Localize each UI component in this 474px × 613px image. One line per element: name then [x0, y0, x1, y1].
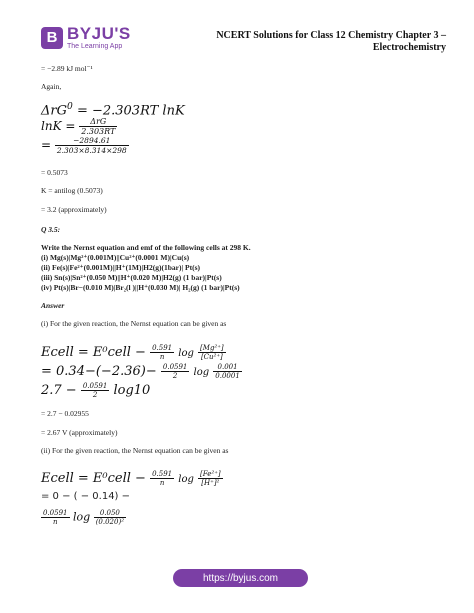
eq-lnk-num: ΔrG — [79, 117, 117, 127]
result-lnk: = 0.5073 — [41, 168, 68, 177]
cell-item: (ii) Fe(s)|Fe²⁺(0.001M)||H⁺(1M)|H2(g)(1bar)| Pt(s) — [41, 263, 200, 272]
cell-item: (i) Mg(s)|Mg²⁺(0.001M)||Cu²⁺(0.0001 M)|Cu(s) — [41, 253, 190, 262]
footer-url-link[interactable]: https://byjus.com — [173, 569, 308, 587]
answer-ii-intro: (ii) For the given reaction, the Nernst equation can be given as — [41, 446, 229, 455]
equation-gibbs: ΔrG$^0$ = −2.303RT lnK — [41, 102, 185, 119]
nernst-ii-frac-num: 0.591 — [152, 470, 173, 478]
nernst-eq-i-line2 — [41, 363, 242, 381]
result-antilog: K = antilog (0.5073) — [41, 186, 103, 195]
brand-name: BYJU'S — [67, 24, 131, 43]
nernst-i-line2-num: 0.0591 — [162, 363, 188, 371]
eq-gibbs-rhs: = −2.303RT lnK — [76, 103, 185, 119]
cell-item: (iv) Pt(s)|Br−(0.010 M)|Br₂(l )||H⁺(0.030 M)| H₂(g) (1 bar)|Pt(s) — [41, 283, 240, 292]
eq-value-num: −2894.61 — [55, 136, 129, 146]
nernst-i-line2-den: 2 — [172, 372, 178, 380]
nernst-eq-i-line3 — [41, 382, 150, 399]
nernst-i-line3-num: 0.0591 — [82, 382, 108, 390]
nernst-i-frac-den: n — [159, 353, 165, 361]
nernst-ii-frac-den: n — [159, 479, 165, 487]
nernst-i-log-num: [Mg²⁺] — [200, 344, 224, 352]
nernst-eq-ii-line3 — [41, 509, 126, 526]
nernst-i-line3-a: 2.7 − — [41, 383, 77, 398]
logo-mark-icon: B — [41, 27, 63, 49]
page-header — [0, 0, 474, 62]
eq-value-den: 2.303×8.314×298 — [56, 146, 127, 155]
nernst-ii-line3-lnum: 0.050 — [94, 509, 126, 518]
question-title: Write the Nernst equation and emf of the following cells at 298 K. — [41, 243, 251, 252]
result-line: = −2.89 kJ mol⁻¹ — [41, 64, 93, 73]
result-emf-i: = 2.7 − 0.02955 — [41, 409, 89, 418]
nernst-i-line3-den: 2 — [92, 391, 98, 399]
brand-tagline: The Learning App — [67, 43, 123, 50]
nernst-eq-i-line1 — [41, 344, 226, 362]
answer-i-intro: (i) For the given reaction, the Nernst equation can be given as — [41, 319, 227, 328]
nernst-i-line2-a: = 0.34−(−2.36)− — [41, 364, 157, 379]
nernst-ii-line3-den: n — [52, 518, 58, 526]
nernst-i-line3-b: log10 — [113, 383, 151, 398]
again-text: Again, — [41, 82, 62, 91]
byjus-logo — [41, 25, 131, 50]
nernst-i-frac-num: 0.591 — [152, 344, 173, 352]
document-title: NCERT Solutions for Class 12 Chemistry Chapter 3 – Electrochemistry — [216, 30, 446, 53]
nernst-ii-log-den: [H⁺]² — [201, 479, 220, 487]
equation-lnk-value: = $\frac{-2894.61}{2.303\times 8.314\times 298}$ — [41, 136, 127, 155]
nernst-eq-ii-line2: = 0 − ( − 0.14) − — [41, 491, 131, 502]
eq-lnk-den: 2.303RT — [81, 127, 116, 136]
nernst-ii-line3-log: log — [73, 510, 91, 524]
result-k: = 3.2 (approximately) — [41, 205, 107, 214]
answer-label: Answer — [41, 301, 65, 310]
nernst-i-lhs: Ecell = E⁰cell − — [41, 345, 146, 360]
result-emf-i-final: = 2.67 V (approximately) — [41, 428, 118, 437]
nernst-i-line2-log: log — [193, 367, 210, 378]
nernst-i-line2-lnum: 0.001 — [213, 363, 242, 372]
nernst-ii-log-num: [Fe²⁺] — [200, 470, 221, 478]
nernst-i-line2-lden: 0.0001 — [215, 372, 240, 380]
eq-lnk-lhs: lnK = — [41, 119, 76, 133]
eq-gibbs-lhs: ΔrG — [41, 103, 67, 119]
question-label: Q 3.5: — [41, 225, 61, 234]
nernst-ii-line3-lden: (0.020)² — [95, 518, 124, 526]
nernst-ii-log: log — [178, 474, 194, 485]
nernst-i-log: log — [178, 348, 194, 359]
equation-lnk — [41, 117, 117, 136]
cell-item: (iii) Sn(s)|Sn²⁺(0.050 M)||H⁺(0.020 M)|H2(g) (1 bar)|Pt(s) — [41, 273, 222, 282]
nernst-eq-ii-line1 — [41, 470, 223, 488]
nernst-ii-line3-num: 0.0591 — [43, 509, 68, 517]
nernst-ii-lhs: Ecell = E⁰cell − — [41, 471, 146, 486]
nernst-i-log-den: [Cu²⁺] — [200, 353, 223, 361]
